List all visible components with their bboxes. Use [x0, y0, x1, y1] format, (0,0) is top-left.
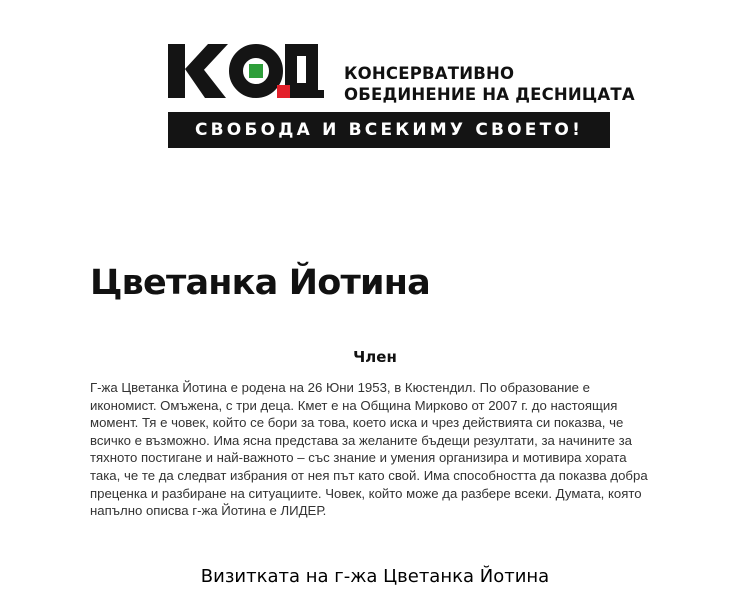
slogan-banner	[168, 112, 610, 148]
logo-letter-k-stem	[168, 44, 185, 98]
party-name-line-2: ОБЕДИНЕНИЕ НА ДЕСНИЦАТА	[344, 85, 635, 104]
party-name-line-1: КОНСЕРВАТИВНО	[344, 64, 515, 83]
logo-red-square-icon	[277, 85, 290, 98]
person-name: Цветанка Йотина	[90, 263, 430, 303]
member-role: Член	[353, 348, 397, 366]
logo-green-square-icon	[249, 64, 263, 78]
slogan-text: СВОБОДА И ВСЕКИМУ СВОЕТО!	[194, 120, 584, 140]
party-name	[344, 63, 635, 105]
biography-text: Г-жа Цветанка Йотина е родена на 26 Юни 1953, в Кюстендил. По образование е икономист. Омъжена, с три деца. Кмет е на Община Мирково от 2007 г. до настоящия момент. Тя е човек, който се бори за това, което иска и чрез действията си показва, че всичко е възможно. Има ясна представа за желаните бъдещи резултати, за начините за тяхното постигане и най-важното – със знание и умения организира и мотивира хората така, че те да следват избрания от нея път като свой. Има способността да показва добра преценка и разбиране на ситуациите. Човек, който може да разбере всеки. Думата, която напълно описва г-жа Йотина е ЛИДЕР.	[90, 380, 648, 519]
kod-logo-mark	[168, 40, 332, 102]
image-caption: Визитката на г-жа Цветанка Йотина	[200, 566, 550, 587]
logo-letter-k-leg	[185, 66, 226, 98]
